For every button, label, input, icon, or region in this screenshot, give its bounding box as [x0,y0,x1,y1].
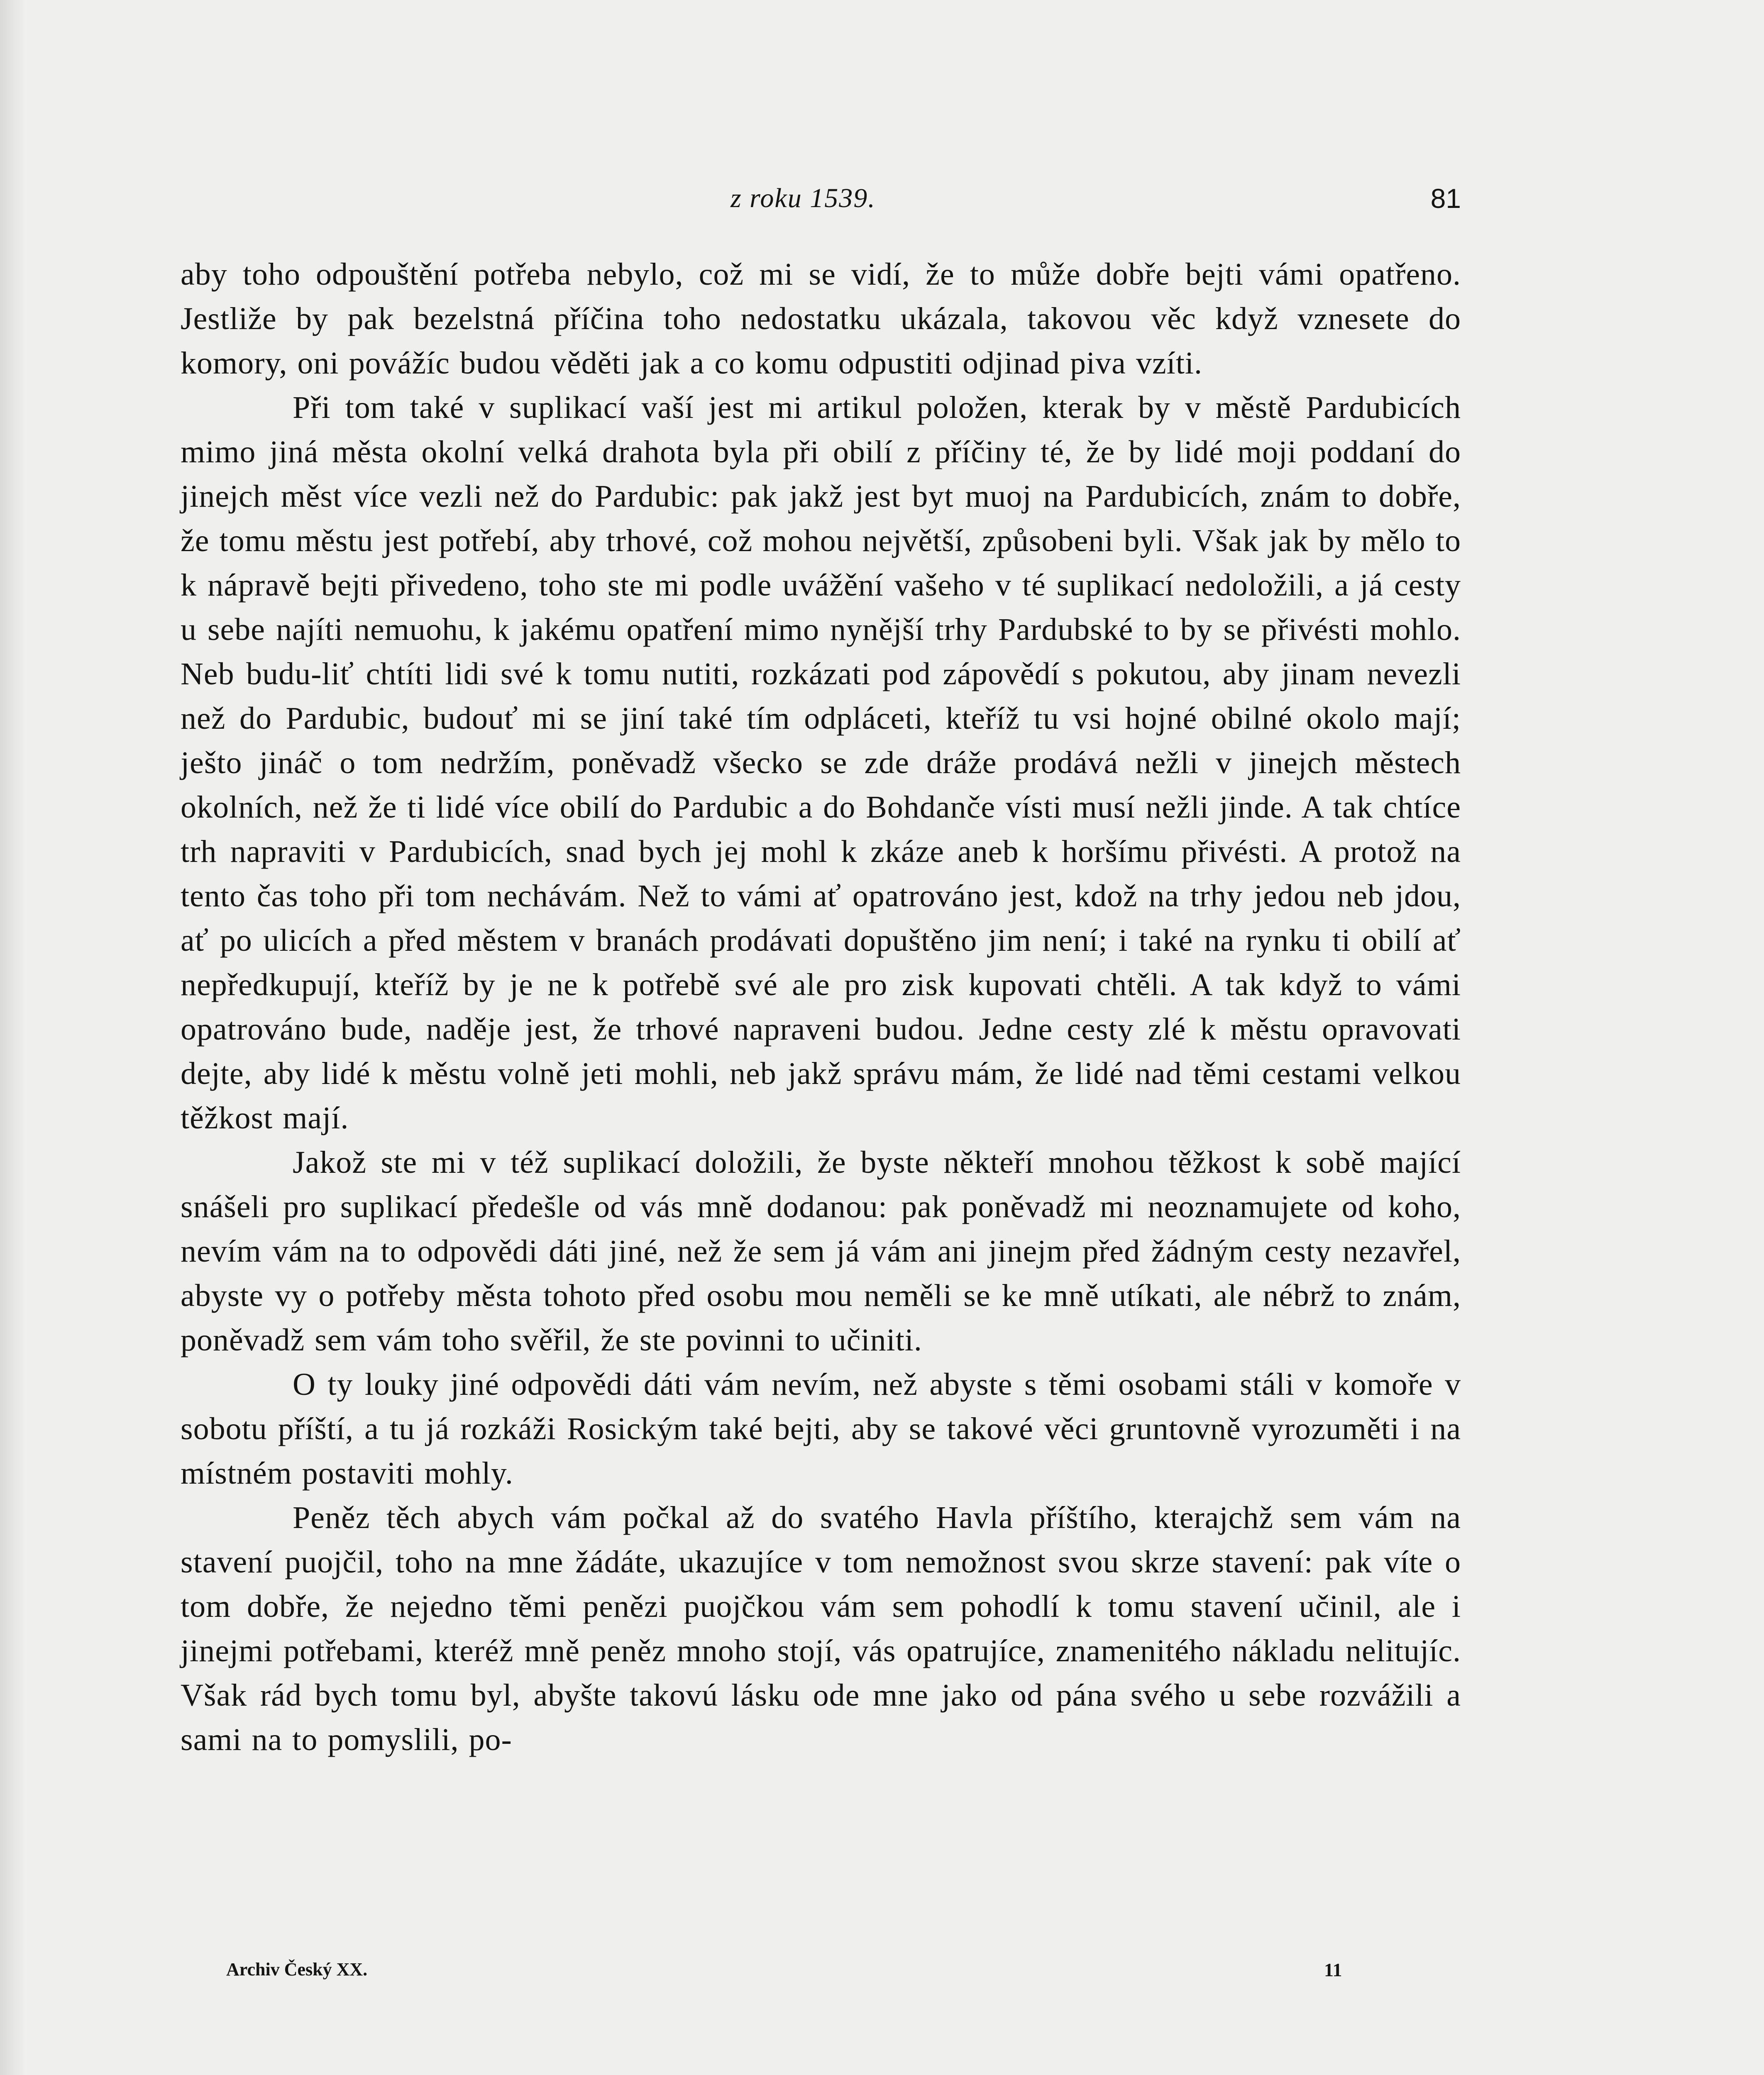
paragraph-supplication: Jakož ste mi v též suplikací doložili, že byste někteří mnohou těžkost k sobě mající snášeli pro suplikací předešle od vás mně dodanou: pak poněvadž mi neoznamujete od koho, nevím vám na to odpovědi dáti jiné, než že sem já vám ani jinejm před žádným cesty nezavřel, abyste vy o potřeby města tohoto před osobu mou neměli se ke mně utíkati, ale nébrž to znám, poněvadž sem vám toho svěřil, že ste povinni to učiniti. [181,1145,1461,1357]
page-footer [181,1959,1461,1992]
signature-number: 11 [1324,1959,1342,1980]
running-title: z roku 1539. [731,183,876,213]
paragraph-markets: Při tom také v suplikací vaší jest mi artikul položen, kterak by v městě Pardubicích mimo jiná města okolní velká drahota byla při obilí z příčiny té, že by lidé moji poddaní do jinejch měst více vezli než do Pardubic: pak jakž jest byt muoj na Pardubicích, znám to dobře, že tomu městu jest potřebí, aby trhové, což mohou největší, způsobeni byli. Však jak by mělo to k nápravě bejti přivedeno, toho ste mi podle uvážění vašeho v té suplikací nedoložili, a já cesty u sebe najíti nemuohu, k jakému opatření mimo nynější trhy Pardubské to by se přivésti mohlo. Neb budu-liť chtíti lidi své k tomu nutiti, rozkázati pod zápovědí s pokutou, aby jinam nevezli než do Pardubic, budouť mi se jiní také tím odpláceti, kteříž tu vsi hojné obilné okolo mají; ješto jináč o tom nedržím, poněvadž všecko se zde dráže prodává nežli v jinejch městech okolních, než že ti lidé více obilí do Pardubic a do Bohdanče vísti musí nežli jinde. A tak chtíce trh napraviti v Pardubicích, snad bych jej mohl k zkáze aneb k horšímu přivésti. A protož na tento čas toho při tom nechávám. Než to vámi ať opatrováno jest, kdož na trhy jedou neb jdou, ať po ulicích a před městem v branách prodávati dopuštěno jim není; i také na rynku ti obilí ať nepředkupují, kteříž by je ne k potřebě své ale pro zisk kupovati chtěli. A tak když to vámi opatrováno bude, naděje jest, že trhové napraveni budou. Jedne cesty zlé k městu opravovati dejte, aby lidé k městu volně jeti mohli, neb jakž správu mám, že lidé nad těmi cestami velkou těžkost mají. [181,390,1461,1135]
page-number: 81 [1430,183,1461,214]
signature-mark: Archiv Český XX. [226,1959,368,1980]
paragraph-money: Peněz těch abych vám počkal až do svatého Havla příštího, kterajchž sem vám na stavení puojčil, toho na mne žádáte, ukazujíce v tom nemožnost svou skrze stavení: pak víte o tom dobře, že nejedno těmi penězi puojčkou vám sem pohodlí k tomu stavení učinil, ale i jinejmi potřebami, kteréž mně peněz mnoho stojí, vás opatrujíce, znamenitého nákladu nelitujíc. Však rád bych tomu byl, abyšte takovú lásku ode mne jako od pána svého u sebe rozvážili a sami na to pomyslili, po- [181,1500,1461,1757]
book-page [181,174,1461,2025]
body-text [181,252,1461,1762]
running-header [181,174,1461,220]
paragraph-continued: aby toho odpouštění potřeba nebylo, což mi se vidí, že to může dobře bejti vámi opatřeno. Jestliže by pak bezelstná příčina toho nedostatku ukázala, takovou věc když vznesete do komory, oni povážíc budou věděti jak a co komu odpustiti odjinad piva vzíti. [181,257,1461,381]
paragraph-meadows: O ty louky jiné odpovědi dáti vám nevím, než abyste s těmi osobami stáli v komoře v sobotu příští, a tu já rozkáži Rosickým také bejti, aby se takové věci gruntovně vyrozuměti i na místném postaviti mohly. [181,1367,1461,1491]
